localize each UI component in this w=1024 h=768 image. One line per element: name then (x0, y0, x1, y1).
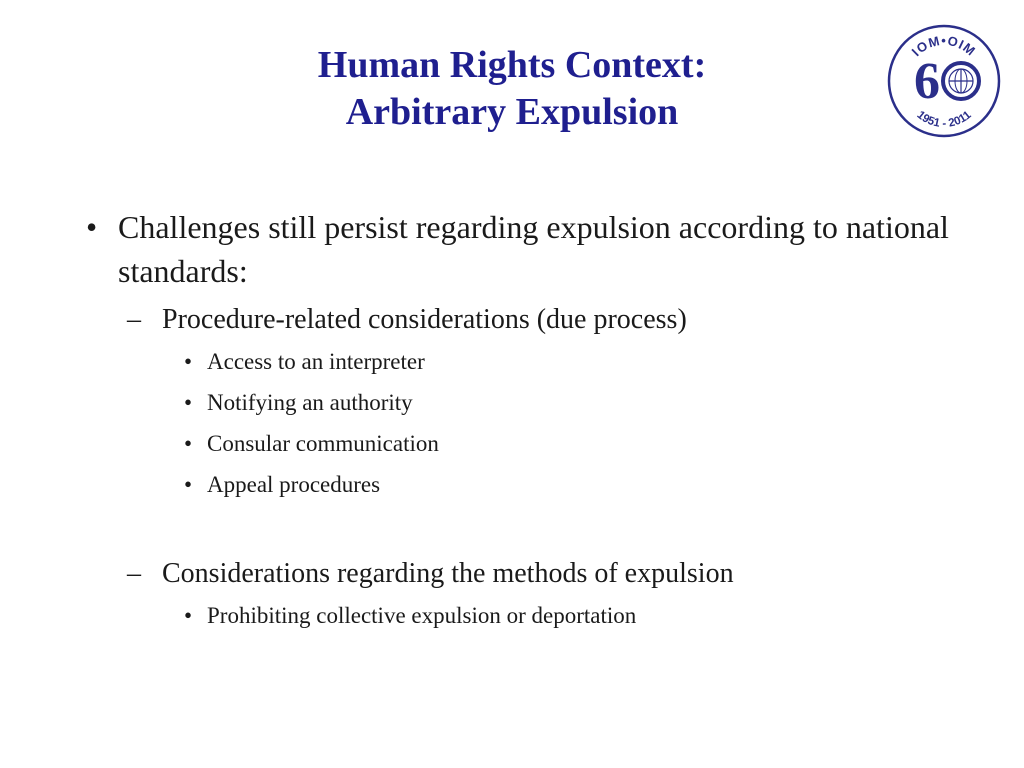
title-line-2: Arbitrary Expulsion (345, 91, 679, 133)
title-line-1: Human Rights Context: (317, 44, 707, 86)
list-item-text: Notifying an authority (207, 390, 413, 415)
bullet-dot: • (86, 209, 98, 245)
iom-anniversary-logo-icon (886, 23, 1002, 139)
list-item (80, 470, 960, 500)
bullet-main-text: Challenges still persist regarding expulsion according to national standards: (118, 209, 949, 289)
list-item (80, 429, 960, 459)
bullet-dot: • (184, 603, 193, 628)
list-item (80, 601, 960, 631)
bullet-dot: • (184, 390, 193, 415)
sub-bullet-procedure (80, 303, 960, 337)
logo-years-text: 1951 - 2011 (914, 109, 974, 131)
sub-bullet-methods (80, 557, 960, 591)
logo-top-text: IOM•OIM (908, 32, 979, 60)
logo-numeral-six: 6 (914, 53, 940, 110)
bullet-main (80, 205, 960, 293)
dash-marker: – (127, 304, 141, 335)
svg-text:1951 - 2011 (914, 109, 974, 130)
list-item-text: Access to an interpreter (207, 349, 425, 374)
list-item-text: Appeal procedures (207, 472, 381, 497)
list-item (80, 347, 960, 377)
sub-bullet-methods-text: Considerations regarding the methods of expulsion (162, 558, 734, 589)
spacer (80, 511, 960, 551)
slide-body (80, 205, 960, 642)
list-item (80, 388, 960, 418)
slide-title (140, 42, 884, 136)
list-item-text: Consular communication (207, 431, 439, 456)
sub-bullet-procedure-text: Procedure-related considerations (due process) (162, 304, 687, 335)
bullet-dot: • (184, 431, 193, 456)
bullet-dot: • (184, 349, 193, 374)
bullet-dot: • (184, 472, 193, 497)
list-item-text: Prohibiting collective expulsion or deportation (207, 603, 637, 628)
dash-marker: – (127, 558, 141, 589)
